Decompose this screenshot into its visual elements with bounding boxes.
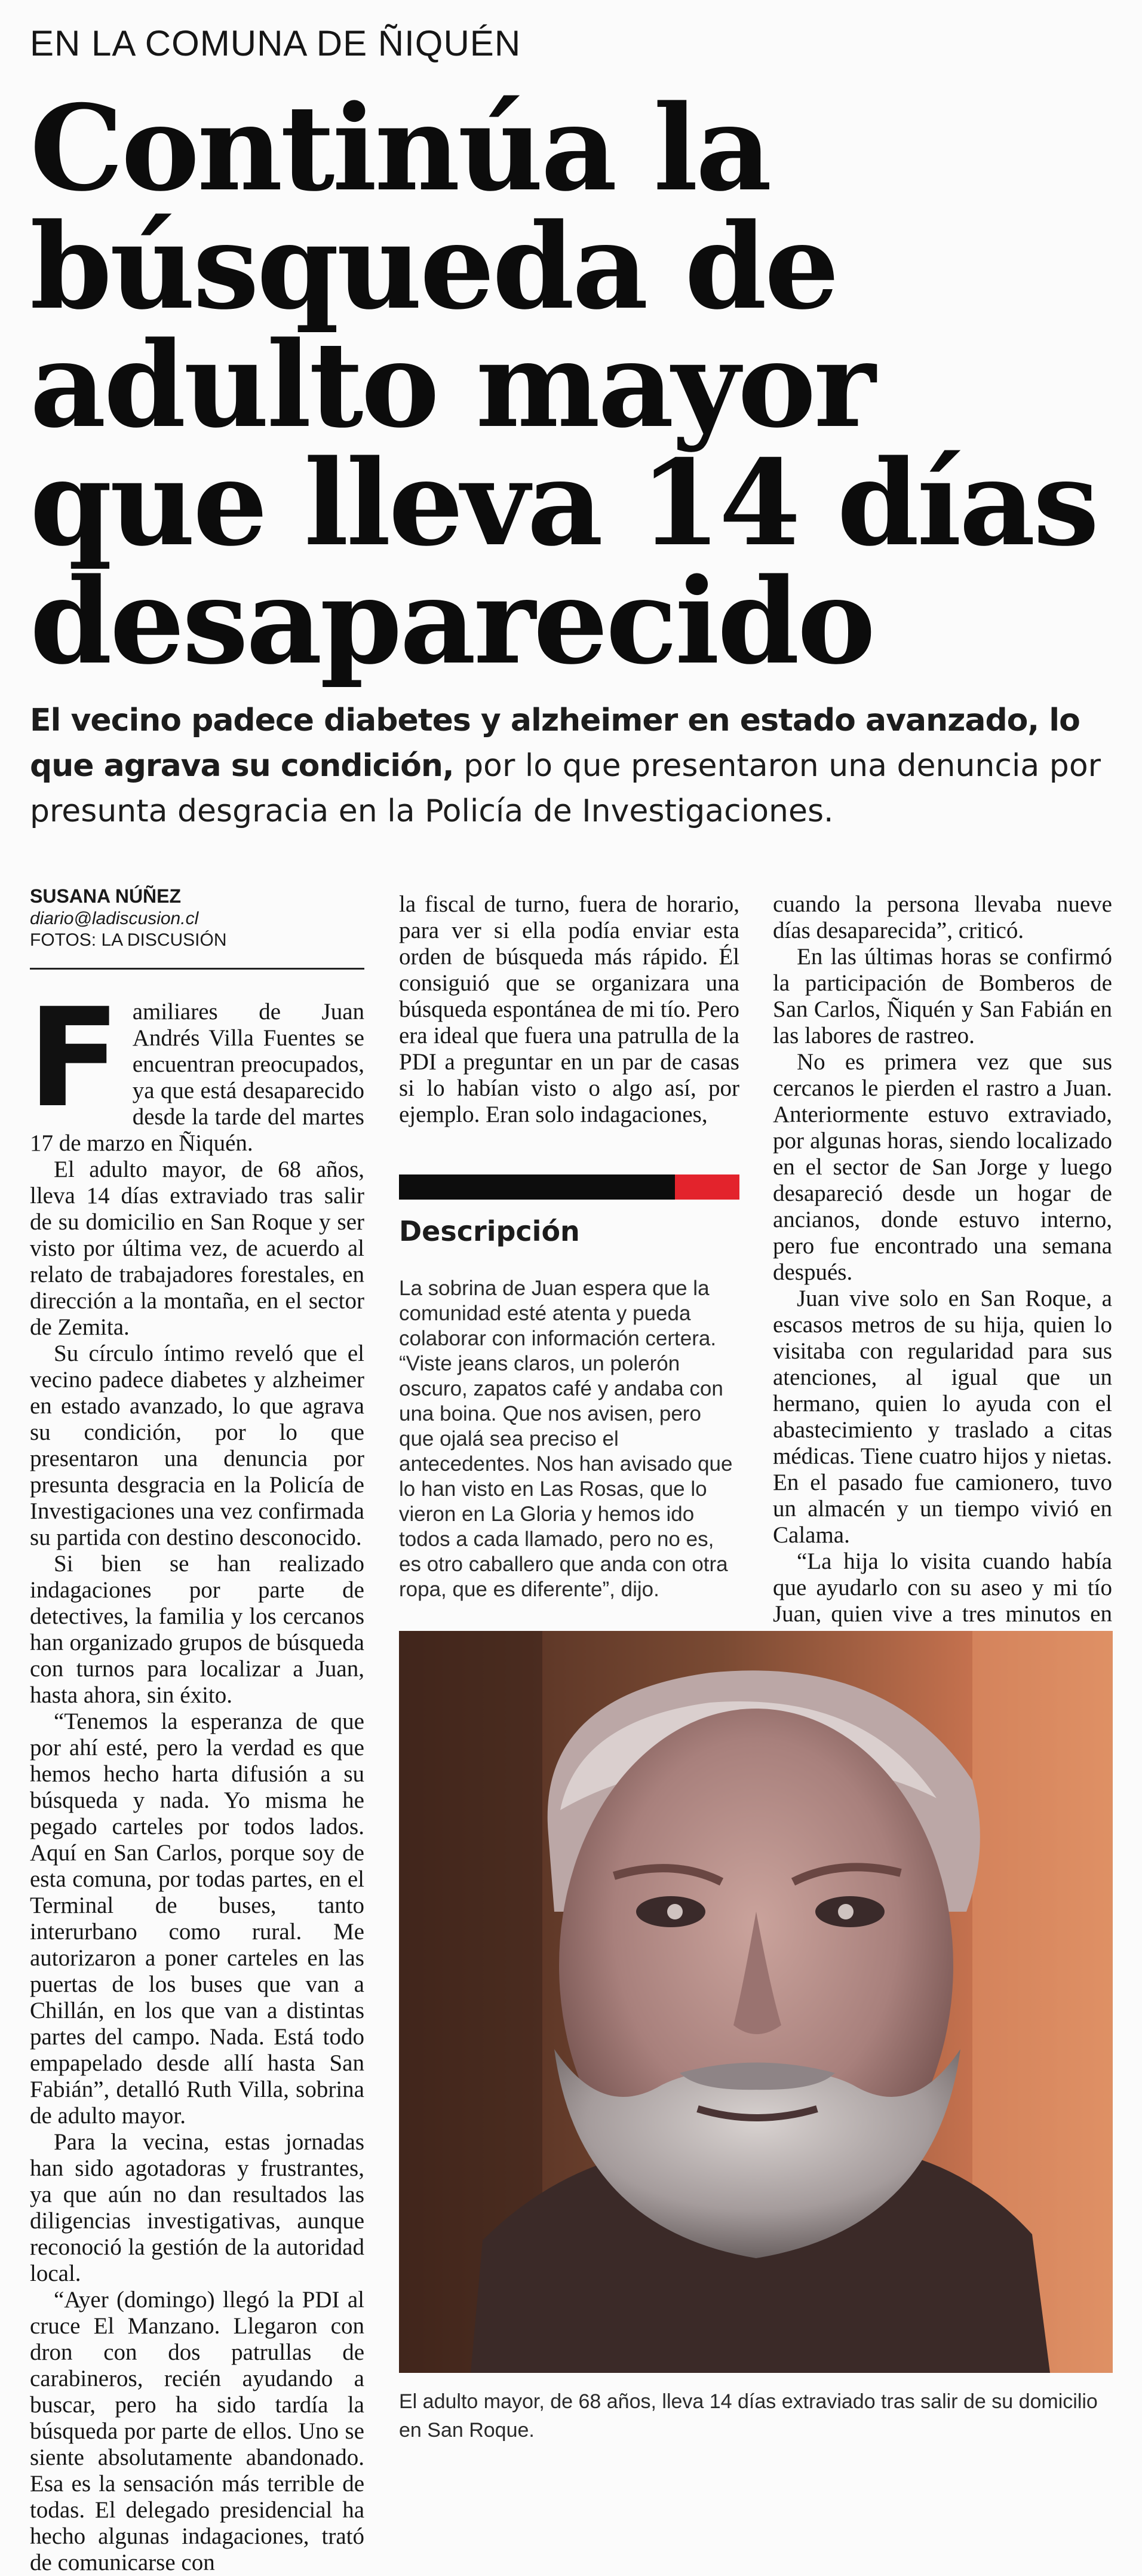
photo-caption: El adulto mayor, de 68 años, lleva 14 días extraviado tras salir de su domicilio en San Roque. bbox=[399, 2390, 1098, 2442]
deck-bold: El vecino padece diabetes y alzheimer en estado avanzado, lo que agrava su condición, bbox=[30, 703, 1080, 784]
paragraph: “Ayer (domingo) llegó la PDI al cruce El Manzano. Llegaron con dron con dos patrullas de carabineros, recién ayudando a buscar, pero ha sido tardía la búsqueda por parte de ellos. Uno se siente absolutamente abandonado. Esa es la sensación más terrible de todas. El delegado presidencial ha hecho algunas indagaciones, trató de comunicarse con bbox=[30, 2287, 364, 2575]
paragraph: amiliares de Juan Andrés Villa Fuentes se encuentran preocupados, ya que está desaparecido desde la tarde del martes 17 de marzo en Ñiquén. bbox=[30, 999, 364, 1156]
headline-line: Continúa la bbox=[30, 79, 770, 217]
paragraph: No es primera vez que sus cercanos le pierden el rastro a Juan. Anteriormente estuvo extraviado, por algunas horas, siendo localizado en el sector de San Jorge y luego desapareció desde un hogar de ancianos, donde estuvo interno, pero fue encontrado una semana después. bbox=[773, 1049, 1112, 1285]
headline-line: desaparecido bbox=[30, 553, 874, 691]
byline-photos: FOTOS: LA DISCUSIÓN bbox=[30, 930, 227, 950]
portrait-illustration bbox=[399, 1631, 1113, 2373]
paragraph: El adulto mayor, de 68 años, lleva 14 días extraviado tras salir de su domicilio en San Roque y ser visto por última vez, de acuerdo al relato de trabajadores forestales, en dirección a la montaña, en el sector de Zemita. bbox=[30, 1157, 364, 1340]
description-bar-red bbox=[675, 1174, 739, 1200]
kicker: EN LA COMUNA DE ÑIQUÉN bbox=[30, 23, 521, 63]
byline bbox=[30, 884, 364, 951]
paragraph: “La hija lo visita cuando había que ayudarlo con su aseo y mi tío Juan, quien vive a tres minutos en bbox=[773, 1548, 1112, 1627]
portrait-photo bbox=[399, 1631, 1113, 2373]
deck bbox=[30, 698, 1117, 834]
description-title: Descripción bbox=[399, 1215, 580, 1247]
paragraph: Juan vive solo en San Roque, a escasos metros de su hija, quien lo visitaba con regularidad para sus atenciones, al igual que un hermano, quien lo ayuda con el abastecimiento y traslado a citas médicas. Tiene cuatro hijos y nietas. En el pasado fue camionero, tuvo un almacén y un tiempo vivió en Calama. bbox=[773, 1286, 1112, 1548]
description-text: La sobrina de Juan espera que la comunidad esté atenta y pueda colaborar con información certera. “Viste jeans claros, un polerón oscuro, zapatos café y andaba con una boina. Que nos avisen, pero que ojalá sea preciso el antecedentes. Nos han avisado que lo han visto en Las Rosas, que lo vieron en La Gloria y hemos ido todos a cada llamado, pero no es, es otro caballero que anda con otra ropa, que es diferente”, dijo. bbox=[399, 1277, 733, 1601]
byline-author: SUSANA NÚÑEZ bbox=[30, 885, 182, 907]
description-bar-black bbox=[399, 1174, 675, 1200]
byline-rule bbox=[30, 968, 364, 970]
article-column-3 bbox=[773, 891, 1112, 1706]
headline bbox=[30, 79, 1117, 691]
paragraph: Su círculo íntimo reveló que el vecino padece diabetes y alzheimer en estado avanzado, lo que agrava su condición, por lo que presentaron una denuncia por presunta desgracia en la Policía de Investigaciones una vez confirmada su partida con destino desconocido. bbox=[30, 1341, 364, 1550]
article-column-1 bbox=[27, 979, 364, 2576]
paragraph: la fiscal de turno, fuera de horario, para ver si ella podía enviar esta orden de búsqueda más rápido. Él consiguió que se organizara una búsqueda espontánea de mi tío. Pero era ideal que fuera una patrulla de la PDI a preguntar en un par de casas si lo habían visto o algo así, por ejemplo. Eran solo indagaciones, bbox=[399, 891, 739, 1127]
drop-cap: F bbox=[27, 979, 121, 1137]
paragraph: Si bien se han realizado indagaciones por parte de detectives, la familia y los cercanos han organizado grupos de búsqueda con turnos para localizar a Juan, hasta ahora, sin éxito. bbox=[30, 1551, 364, 1708]
byline-email: diario@ladiscusion.cl bbox=[30, 909, 199, 928]
paragraph: “Tenemos la esperanza de que por ahí esté, pero la verdad es que hemos hecho harta difusión a su búsqueda y nada. Yo misma he pegado carteles por todos lados. Aquí en San Carlos, porque soy de esta comuna, por todas partes, en el Terminal de buses, tanto interurbano como rural. Me autorizaron a poner carteles en las puertas de los buses que van a Chillán, en los que van a distintas partes del campo. Nada. Está todo empapelado desde allí hasta San Fabián”, detalló Ruth Villa, sobrina de adulto mayor. bbox=[30, 1709, 364, 2129]
paragraph: En las últimas horas se confirmó la participación de Bomberos de San Carlos, Ñiquén y San Fabián en las labores de rastreo. bbox=[773, 944, 1112, 1048]
paragraph: Para la vecina, estas jornadas han sido agotadoras y frustrantes, ya que aún no dan resultados las diligencias investigativas, aunque reconoció la gestión de la autoridad local. bbox=[30, 2129, 364, 2286]
article-column-2 bbox=[399, 891, 739, 1128]
headline-line: búsqueda de bbox=[30, 198, 837, 336]
paragraph: cuando la persona llevaba nueve días desaparecida”, criticó. bbox=[773, 891, 1112, 943]
description-bar bbox=[399, 1174, 739, 1200]
headline-line: que lleva 14 días bbox=[30, 434, 1097, 572]
headline-line: adulto mayor bbox=[30, 316, 874, 454]
deck-regular: por lo que presentaron una denuncia por presunta desgracia en la Policía de Investigaciones. bbox=[30, 748, 1101, 829]
